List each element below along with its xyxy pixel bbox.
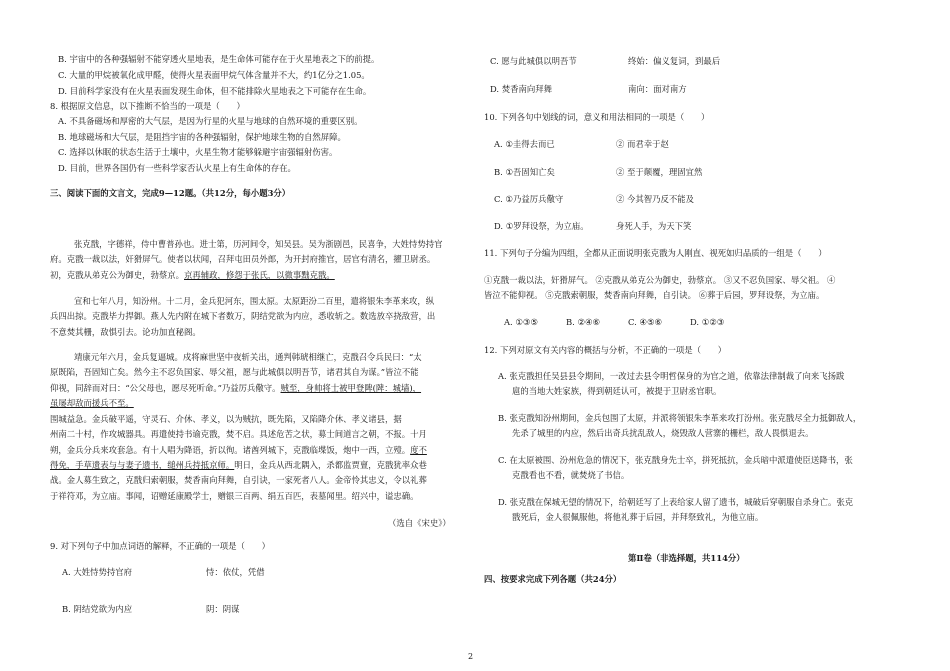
q9-option-d-explain: 南向：面对南方 <box>628 84 687 94</box>
passage-p3-line10: 于祥符邓，为立庙。事闻，诏赠延康殿学士，赠银三百两、绢五百匹，表墓闻里。绍兴中，谥忠确。 <box>50 491 419 501</box>
q9-option-a-explain: 恃：依仗，凭借 <box>206 567 265 577</box>
page-number: 2 <box>468 652 474 661</box>
passage-p3-underline-2: 度不 <box>410 445 427 455</box>
passage-p3-line4 <box>50 398 134 409</box>
passage-p3-underline-1: 贼至，身帅将士被甲登陴(陴：城墙)， <box>280 383 422 393</box>
q12-b-line2: 先杀了城里的内应，然后出奇兵扰乱敌人，烧毁敌人营寨的栅栏，敌人畏惧退去。 <box>512 428 814 438</box>
passage-p2-line1: 宣和七年八月，知汾州。十二月，金兵犯河东，围太原。太原距汾二百里，遣将银朱李革来攻，纵 <box>74 296 435 306</box>
q10-stem: 10. 下列各句中划线的词，意义和用法相同的一项是（ ） <box>484 112 710 122</box>
q10-d-1: D. ①罗拜设祭，为立庙。 <box>494 221 589 231</box>
passage-p3-line5: 围城益急。金兵破平遥，守灵石、介休、孝义，以为贼抗，既先陷，又陷降介休、孝义诸县，据 <box>50 414 402 424</box>
source-citation: （选自《宋史》） <box>388 518 451 528</box>
passage-p3-underline-1b: 虽屡却敌而援兵不至。 <box>50 398 134 408</box>
q12-stem: 12. 下列对原文有关内容的概括与分析，不正确的一项是（ ） <box>484 345 727 355</box>
passage-p3-line8 <box>50 460 427 471</box>
part2-title: 第Ⅱ卷（非选择题，共114分） <box>628 553 745 563</box>
passage-p2-line3: 不意焚其栅，敌惧引去。论功加直秘阁。 <box>50 327 201 337</box>
q10-d-2: 身死人手，为天下笑 <box>616 221 692 231</box>
passage-p3-line3 <box>50 383 421 394</box>
q7-option-d: D. 目前科学家没有在火星表面发现生命体，但不能排除火星地表之下可能存在生命。 <box>58 86 372 96</box>
q9-option-a: A. 大姓恃势持官府 <box>62 567 132 577</box>
q12-a-line1: A. 张克戬担任吴县县令期间，一改过去县令明哲保身的为官之道，依靠法律制裁了向来飞扬跋 <box>498 371 845 381</box>
q8-option-d: D. 目前，世界各国仍有一些科学家否认火星上有生命体的存在。 <box>58 163 296 173</box>
q8-option-c: C. 选择以休眠的状态生活于土壤中，火星生物才能够躲避宇宙强辐射伤害。 <box>58 147 338 157</box>
q7-option-b: B. 宇宙中的各种强辐射不能穿透火星地表，是生命体可能存在于火星地表之下的前提。 <box>58 54 380 64</box>
q9-option-d: D. 焚香南向拜舞 <box>490 84 552 94</box>
passage-p3-line9: 战。金人募生致之，克戬归索朝服，焚香南向拜舞，自引诀，一家死者八人。金帝怜其忠义，令以礼葬 <box>50 475 427 485</box>
section3-title: 三、阅读下面的文言文，完成9—12题。（共12分，每小题3分） <box>50 188 291 198</box>
q10-a-1: A. ①圭得去而已 <box>494 139 555 149</box>
q12-b-line1: B. 张克戬知汾州期间，金兵包围了太原，并派将领银朱李革来攻打汾州。张克戬尽全力抵御敌人， <box>498 413 862 423</box>
q11-items-line1: ①克戬一裁以法，奸猾屏气。 ②克戬从弟克公为御史，勃蔡京。 ③又不忍负国家、辱父祖。 ④ <box>484 275 836 285</box>
q10-b-2: ② 至于颠覆，理固宜然 <box>616 167 703 177</box>
q9-option-b: B. 阴结党欲为内应 <box>62 604 133 614</box>
q9-option-c: C. 愿与此城俱以明吾节 <box>490 56 577 66</box>
passage-p3-text-2: 朔，金兵分兵来攻套急。有十人唱为降语，折以徇。诸酋列城下，克戬临堞饭，炮中一西，立殪。 <box>50 445 411 455</box>
passage-p3-underline-2b: 得免，手草遗表与与妻子遗书，缒州兵持抵京师。 <box>50 460 235 470</box>
q10-c-1: C. ①乃益厉兵儆守 <box>494 194 564 204</box>
passage-p3-line1: 靖康元年六月，金兵复逼城。戍将麻世坚中夜斩关出，通判韩琥相继亡，克戬召令兵民曰：“太 <box>74 352 422 362</box>
q12-c-line1: C. 在太原被围、汾州危急的情况下，张克戬身先士卒，拼死抵抗，金兵暗中派遣使臣送降书，张 <box>498 455 853 465</box>
q10-a-2: ② 而君幸于赵 <box>616 139 669 149</box>
q11-stem: 11. 下列句子分编为四组，全都从正面说明张克戬为人刚直、视死如归品质的一组是（ ） <box>484 248 827 258</box>
passage-p3-line2: 原既陷，吾固知亡矣。然今主不忍负国家、辱父祖，愿与此城俱以明吾节，诸君其自为谋。”皆泣不能 <box>50 367 419 377</box>
q9-stem: 9. 对下列句子中加点词语的解释，不正确的一项是（ ） <box>50 541 271 551</box>
q8-option-a: A. 不具备磁场和厚密的大气层，是因为行星的火星与地球的自然环境的重要区别。 <box>58 116 363 126</box>
q11-option-a: A. ①③⑤ <box>504 317 538 327</box>
q10-b-1: B. ①吾固知亡矣 <box>494 167 555 177</box>
q12-c-line2: 克戬看也不看，就焚烧了书信。 <box>512 470 630 480</box>
q11-option-b: B. ②④⑥ <box>566 317 601 327</box>
passage-p3-end-1: 明日，金兵从西北隅入，杀都监贾亶，克戬犹率众巷 <box>234 460 427 470</box>
q12-d-line1: D. 张克戬在保城无望的情况下，给朝廷写了上表给家人留了遗书，城破后穿朝服自杀身亡。张克 <box>498 497 854 507</box>
passage-p1-line3 <box>50 270 335 281</box>
q12-a-line2: 扈的当地大姓家族，得到朝廷认可，被提于卫尉丞官职。 <box>512 386 722 396</box>
q10-c-2: ② 今其智乃反不能及 <box>616 194 695 204</box>
q11-items-line2: 皆泣不能仰视。 ⑤克戬索朝服，焚香南向拜舞，自引诀。 ⑥葬于后园，罗拜设祭，为立庙。 <box>484 290 825 300</box>
passage-p3-line7 <box>50 445 427 456</box>
q11-option-c: C. ④⑤⑥ <box>628 317 662 327</box>
passage-p3-line6: 州南二十村，作攻城器具。再遣使持书谕克戬，焚不启。具述危苦之状，募士间道言之朝，不报。十月 <box>50 429 427 439</box>
q9-option-c-explain: 终始：偏义复词，到最后 <box>628 56 721 66</box>
q9-option-b-explain: 阴：阴谋 <box>206 604 240 614</box>
passage-p1-line2: 府。克戬一裁以法，奸猾屏气。使者以状闻，召拜屯田员外郎，为开封府推官，居官有清名，擢卫尉丞。 <box>50 254 436 264</box>
passage-p2-line2: 兵四出掠。克戬毕力捍御。燕人先内附在城下者数万，阴结党欲为内应，悉收斩之。数选放卒挠敌营，出 <box>50 311 436 321</box>
q7-option-c: C. 大量的甲烷被氧化成甲醛，使得火星表面甲烷气体含量并不大，约1亿分之1.05。 <box>58 70 370 80</box>
q12-d-line2: 戬死后，金人很佩服他，将他礼葬于后园，并拜祭致礼，为他立庙。 <box>512 512 764 522</box>
passage-p1-line1: 张克戬，字德祥，侍中曹普孙也。进士第，历河间令，知吴县。吴为浙剧邑，民喜争，大姓恃势持官 <box>74 239 443 249</box>
q8-stem: 8. 根据原文信息，以下推断不恰当的一项是（ ） <box>50 101 245 111</box>
passage-p1-text: 初，克戬从弟克公为御史，勃蔡京。 <box>50 270 184 280</box>
section4-title: 四、按要求完成下列各题（共24分） <box>484 574 622 584</box>
passage-p3-text: 仰视，同辞而对曰：“公父母也，愿尽死听命。”乃益厉兵儆守。 <box>50 383 281 393</box>
q8-option-b: B. 地球磁场和大气层，是阻挡宇宙的各种强辐射，保护地球生物的自然屏障。 <box>58 132 346 142</box>
passage-p1-underline: 京再辅政，修怨于张氏，以微事黜克戬。 <box>184 270 335 280</box>
q11-option-d: D. ①②③ <box>690 317 725 327</box>
